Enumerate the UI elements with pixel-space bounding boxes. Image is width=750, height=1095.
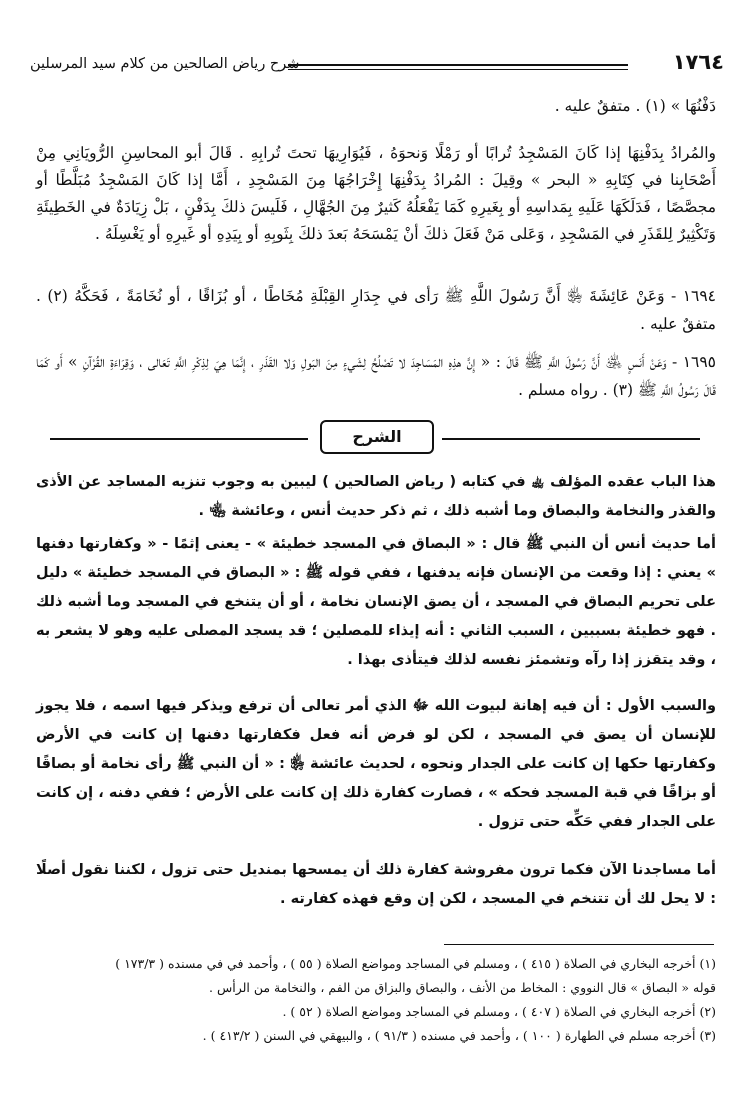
hadith-1695: ١٦٩٥ - وَعَنْ أَنَسٍ ﵁ أَنَّ رَسُولَ اللَّهِ ﷺ قَالَ : « إِنَّ هذِهِ المَسَاجِدَ لا تَصْلُحُ لِشَيءٍ مِنَ البَولِ وَلا القَذَرِ ، إِنَّمَا هِيَ لِذِكْرِ اللَّهِ تَعَالى ، وَقِرَاءَةِ القُرْآنِ » أَو كَمَا قَالَ رَسُولُ اللَّهِ ﷺ (٣) . رواه مسلم .	[36, 353, 716, 399]
footnote-2: (٢) أخرجه البخاري في الصلاة ( ٤٠٧ ) ، ومسلم في المساجد ومواضع الصلاة ( ٥٢ ) .	[282, 1004, 716, 1019]
paragraph-explanation: والمُرادُ بِدَفْنِهَا إذا كَانَ المَسْجِدُ تُرابًا أو رَمْلًا وَنحوَهُ ، فَيُوَارِيهَا تحتَ تُرابِهِ . قَالَ أبو المحاسِنِ الرُّويَانِي مِنْ أَصْحَابِنا في كِتَابِهِ « البحر » وقِيلَ : المُرادُ بِدَفْنِهَا إِخْرَاجُهَا مِنَ المَسْجِدِ ، أَمَّا إذا كَانَ المَسْجِدُ مُبَلَّطًا أو مجصَّصًا ، فَدَلَكَهَا عَلَيهِ بِمَداسِهِ أو بِغَيرِهِ كَمَا يَفْعَلُهُ كَثيرٌ مِنَ الجُهَّالِ ، فَلَيسَ ذلكَ بِدَفْنٍ ، بَلْ زِيَادَةٌ في الخَطِيئَةِ وَتَكْثِيرٌ لِلقَذَرِ في المَسْجِدِ ، وَعَلى مَنْ فَعَلَ ذلكَ أنْ يَمْسَحَهُ بَعدَ ذلكَ بِثَوبِهِ أو بِيَدِهِ أو غَيرِهِ أو يَغْسِلَهُ .	[36, 144, 716, 243]
sharh-paragraph-1: هذا الباب عقده المؤلف ﵀ في كتابه ( رياض الصالحين ) ليبين به وجوب تنزيه المساجد عن الأذى والقذر والنخامة والبصاق وما أشبه ذلك ، ثم ذكر حديث أنس ، وعائشة ﵄ .	[36, 474, 716, 519]
sharh-rule-left	[50, 438, 308, 440]
sharh-heading-banner	[50, 420, 700, 456]
footnote-1: (١) أخرجه البخاري في الصلاة ( ٤١٥ ) ، ومسلم في المساجد ومواضع الصلاة ( ٥٥ ) ، وأحمد في في مسنده ( ١٧٣/٣ )	[115, 956, 716, 971]
page-header	[30, 50, 724, 84]
footnote-1-note: قوله « البصاق » قال النووي : المخاط من الأنف ، والبصاق والبزاق من الفم ، والنخامة من الرأس .	[209, 980, 716, 995]
sharh-paragraph-2: أما حديث أنس أن النبي ﷺ قال : « البصاق في المسجد خطيئة » - يعنى إثمًا - « وكفارتها دفنها » يعني : إذا وقعت من الإنسان فإنه يدفنها ، ففي قوله ﷺ : « البصاق في المسجد خطيئة » دليل على تحريم البصاق في المسجد ، أن يصق الإنسان نخامة ، أو أن يتنخع في المسجد وما أشبه ذلك . فهو خطيئة بسببين ، السبب الثاني : أنه إيذاء للمصلين ؛ قد يسجد المصلى عليه وهو لا يشعر به ، وقد يتقزز إذا رآه وتشمئز نفسه لذلك فيتأذى بهذا .	[36, 536, 716, 668]
footnotes	[36, 952, 716, 1048]
sharh-heading: الشرح	[320, 420, 434, 454]
footnote-3: (٣) أخرجه مسلم في الطهارة ( ١٠٠ ) ، وأحمد في مسنده ( ٩١/٣ ) ، والبيهقي في السنن ( ٤١٣/٢ ) .	[202, 1028, 716, 1043]
sharh-paragraph-4: أما مساجدنا الآن فكما ترون مفروشة كفارة ذلك أن يمسحها بمنديل حتى تزول ، لكننا نقول أصلًا : لا يحل لك أن تتنخم في المسجد ، لكن إن وقع فهذه كفارته .	[36, 862, 716, 907]
footnote-rule	[444, 944, 714, 945]
running-title: شرح رياض الصالحين من كلام سيد المرسلين	[30, 56, 300, 72]
hadith-1694: ١٦٩٤ - وَعَنْ عَائِشَةَ ﵂ أَنَّ رَسُولَ اللَّهِ ﷺ رَأى في جِدَارِ القِبْلَةِ مُخَاطًا ، أو بُزَاقًا ، أو نُخَامَةً ، فَحَكَّهُ (٢) . متفقٌ عليه .	[36, 287, 716, 333]
paragraph-hadith-ending: دَفْنُهَا » (١) . متفقٌ عليه .	[554, 97, 716, 115]
header-rule	[288, 64, 628, 70]
page-number: ١٧٦٤	[672, 50, 724, 74]
sharh-paragraph-3: والسبب الأول : أن فيه إهانة لبيوت الله ﷻ الذي أمر تعالى أن ترفع ويذكر فيها اسمه ، فلا يجوز للإنسان أن يصق في المسجد ، لكن لو فرض أنه فعل فكفارتها دفنها إن كانت في الأرض وكفارتها حكها إن كانت على الجدار ونحوه ، لحديث عائشة ﵂ : « أن النبي ﷺ رأى نخامة أو بصاقًا أو بزاقًا في قبة المسجد فحكه » ، فصارت كفارة ذلك إن كانت على الأرض ؛ ففي دفنه ، إن كانت على الجدار ففي حَكِّه حتى تزول .	[36, 698, 716, 830]
sharh-rule-right	[442, 438, 700, 440]
